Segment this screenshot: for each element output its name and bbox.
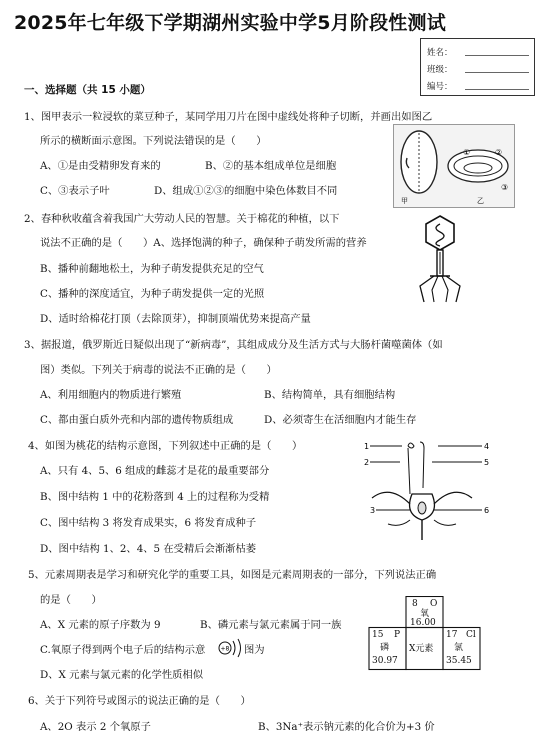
- q2-option-b: B、播种前翻地松土，为种子萌发提供充足的空气: [40, 263, 264, 275]
- fig-label-jia: 甲: [401, 197, 408, 205]
- q2-option-d: D、适时给棉花打顶（去除顶芽），抑制顶端优势来提高产量: [40, 313, 311, 325]
- cl-name: 氯: [454, 643, 464, 653]
- cl-number: 17: [446, 630, 458, 640]
- flower-label-6: 6: [484, 506, 490, 515]
- q1-option-b: B、②的基本组成单位是细胞: [205, 160, 337, 172]
- name-field-line: [465, 55, 529, 56]
- number-label: 编号：: [427, 82, 453, 92]
- peach-flower-diagram: [362, 438, 492, 542]
- seed-label-3: ③: [501, 183, 509, 192]
- bacteriophage-diagram: [412, 212, 468, 304]
- oxygen-ion-structure-icon: [216, 634, 244, 662]
- name-label: 姓名：: [427, 48, 453, 58]
- q4-option-c: C、图中结构 3 将发育成果实，6 将发育成种子: [40, 517, 257, 529]
- q5-option-b: B、磷元素与氯元素属于同一族: [200, 619, 342, 631]
- q4-stem: 4、如图为桃花的结构示意图，下列叙述中正确的是（ ）: [28, 440, 303, 452]
- periodic-table-fragment: [366, 596, 484, 690]
- q1-option-c: C、③表示子叶: [40, 185, 110, 197]
- q3-stem-line2: 图）类似。下列关于病毒的说法不正确的是（ ）: [40, 364, 277, 376]
- page-title: 2025年七年级下学期湖州实验中学5月阶段性测试: [14, 12, 446, 34]
- p-name: 磷: [380, 643, 390, 653]
- q4-option-b: B、图中结构 1 中的花粉落到 4 上的过程称为受精: [40, 491, 270, 503]
- x-element-label: X元素: [409, 644, 434, 654]
- cl-mass: 35.45: [446, 656, 472, 666]
- q5-option-c-part1: C.氧原子得到两个电子后的结构示意: [40, 644, 206, 656]
- seed-label-1: ①: [463, 148, 471, 157]
- q3-option-c: C、都由蛋白质外壳和内部的遗传物质组成: [40, 414, 234, 426]
- q6-option-b: B、3Na⁺表示钠元素的化合价为+3 价: [258, 721, 435, 733]
- flower-label-3: 3: [370, 506, 376, 515]
- flower-label-4: 4: [484, 442, 490, 451]
- fig-label-yi: 乙: [477, 197, 484, 205]
- student-info-box: [420, 38, 535, 96]
- q1-stem-line2: 所示的横断面示意图。下列说法错误的是（ ）: [40, 135, 267, 147]
- q5-option-a: A、X 元素的原子序数为 9: [40, 619, 161, 631]
- q2-stem-line1: 2、春种秋收蕴含着我国广大劳动人民的智慧。关于棉花的种植，以下: [24, 213, 340, 225]
- cl-symbol: Cl: [466, 630, 476, 640]
- o-number: 8: [412, 599, 418, 609]
- class-label: 班级：: [427, 65, 453, 75]
- flower-label-5: 5: [484, 458, 490, 467]
- q2-option-c: C、播种的深度适宜，为种子萌发提供一定的光照: [40, 288, 265, 300]
- p-symbol: P: [394, 630, 401, 640]
- q4-option-a: A、只有 4、5、6 组成的雌蕊才是花的最重要部分: [40, 465, 270, 477]
- q3-stem-line1: 3、据报道，俄罗斯近日疑似出现了“新病毒”，其组成成分及生活方式与大肠杆菌噬菌体（如: [24, 339, 443, 351]
- o-name: 氧: [420, 609, 430, 619]
- p-number: 15: [372, 630, 384, 640]
- o-symbol: O: [430, 599, 438, 609]
- q3-option-a: A、利用细胞内的物质进行繁殖: [40, 389, 182, 401]
- q3-option-d: D、必须寄生在活细胞内才能生存: [264, 414, 417, 426]
- q1-option-d: D、组成①②③的细胞中染色体数目不同: [154, 185, 338, 197]
- class-field-line: [465, 72, 529, 73]
- q3-option-b: B、结构简单，具有细胞结构: [264, 389, 396, 401]
- seed-label-2: ②: [495, 148, 503, 157]
- o-mass: 16.00: [410, 618, 436, 628]
- number-field-line: [465, 89, 529, 90]
- q5-stem-line1: 5、元素周期表是学习和研究化学的重要工具，如图是元素周期表的一部分，下列说法正确: [28, 569, 437, 581]
- q5-stem-line2: 的是（ ）: [40, 594, 102, 606]
- section-heading: 一、选择题（共 15 小题）: [24, 84, 151, 96]
- q1-stem-line1: 1、图甲表示一粒浸软的菜豆种子，某同学用刀片在图中虚线处将种子切断，并画出如图乙: [24, 111, 433, 123]
- q6-stem: 6、关于下列符号或图示的说法正确的是（ ）: [28, 695, 251, 707]
- atom-nucleus-label: +8: [220, 645, 230, 653]
- flower-label-2: 2: [364, 458, 370, 467]
- seed-diagram: [393, 124, 515, 208]
- q6-option-a: A、2O 表示 2 个氧原子: [40, 721, 151, 733]
- flower-label-1: 1: [364, 442, 370, 451]
- q1-option-a: A、①是由受精卵发育来的: [40, 160, 161, 172]
- q5-option-d: D、X 元素与氯元素的化学性质相似: [40, 669, 204, 681]
- q4-option-d: D、图中结构 1、2、4、5 在受精后会渐渐枯萎: [40, 543, 257, 555]
- p-mass: 30.97: [372, 656, 398, 666]
- q5-option-c-part2: 图为: [244, 644, 265, 656]
- q2-stem-line2: 说法不正确的是（ ）A、选择饱满的种子，确保种子萌发所需的营养: [40, 237, 367, 249]
